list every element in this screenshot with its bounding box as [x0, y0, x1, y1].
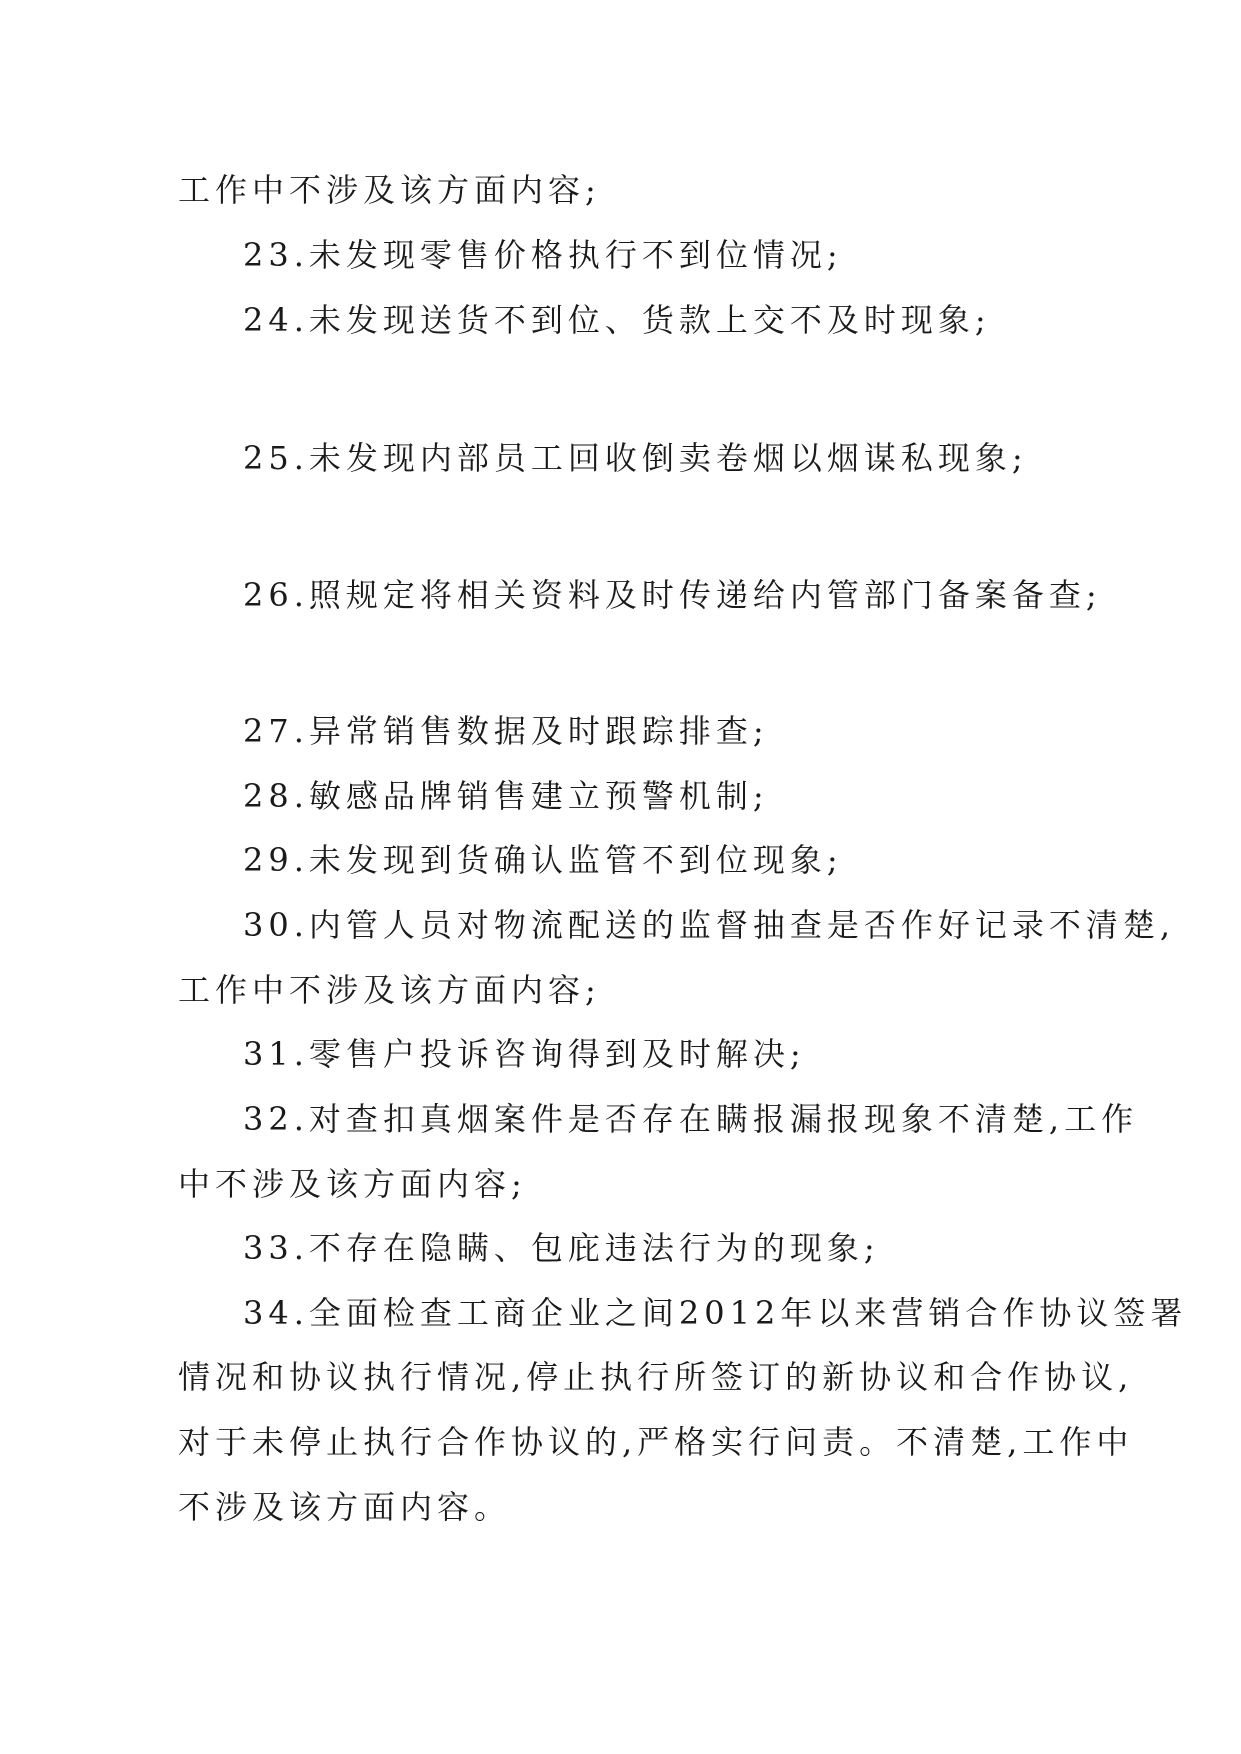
- list-item-31: 31.零售户投诉咨询得到及时解决;: [243, 1035, 806, 1073]
- list-item-33: 33.不存在隐瞒、包庇违法行为的现象;: [243, 1229, 880, 1267]
- text-line: 情况和协议执行情况,停止执行所签订的新协议和合作协议,: [178, 1358, 1134, 1396]
- text-line: 对于未停止执行合作协议的,严格实行问责。不清楚,工作中: [178, 1423, 1134, 1461]
- text-line: 工作中不涉及该方面内容;: [178, 171, 601, 209]
- list-item-24: 24.未发现送货不到位、货款上交不及时现象;: [243, 301, 991, 339]
- list-item-25: 25.未发现内部员工回收倒卖卷烟以烟谋私现象;: [243, 439, 1028, 477]
- list-item-32: 32.对查扣真烟案件是否存在瞒报漏报现象不清楚,工作: [243, 1100, 1139, 1138]
- text-line: 工作中不涉及该方面内容;: [178, 971, 601, 1009]
- list-item-34: 34.全面检查工商企业之间2012年以来营销合作协议签署: [243, 1294, 1188, 1332]
- list-item-29: 29.未发现到货确认监管不到位现象;: [243, 841, 843, 879]
- list-item-26: 26.照规定将相关资料及时传递给内管部门备案备查;: [243, 576, 1102, 614]
- list-item-23: 23.未发现零售价格执行不到位情况;: [243, 236, 843, 274]
- text-line: 不涉及该方面内容。: [178, 1488, 512, 1526]
- list-item-30: 30.内管人员对物流配送的监督抽查是否作好记录不清楚,: [243, 906, 1176, 944]
- text-line: 中不涉及该方面内容;: [178, 1165, 527, 1203]
- list-item-28: 28.敏感品牌销售建立预警机制;: [243, 777, 769, 815]
- list-item-27: 27.异常销售数据及时跟踪排查;: [243, 712, 769, 750]
